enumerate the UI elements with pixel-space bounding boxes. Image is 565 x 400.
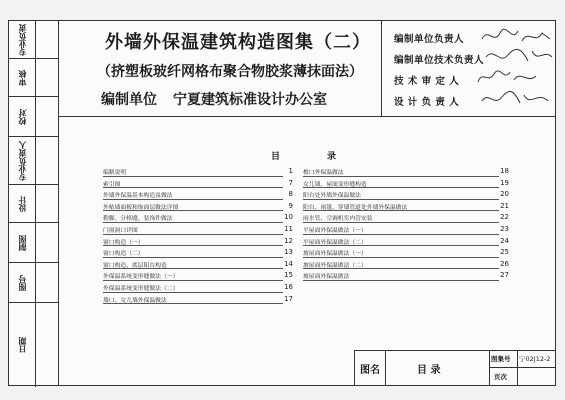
title-block [354, 350, 555, 385]
toc-entry[interactable] [303, 179, 509, 191]
handwritten-signature [478, 25, 558, 47]
responsibility-line: 编制单位技术负责人 [394, 55, 485, 66]
handwritten-signature [482, 45, 556, 67]
toc-entry[interactable] [303, 237, 509, 249]
drawing-frame [59, 21, 555, 385]
toc-entry[interactable] [303, 167, 509, 179]
toc-right-column [303, 167, 509, 283]
toc-entry-page: 12 [284, 236, 293, 245]
toc-heading-char: 目 [271, 152, 281, 162]
binding-label: 校对 [18, 108, 27, 125]
toc-entry-page: 19 [500, 178, 509, 187]
toc-entry[interactable] [103, 271, 293, 283]
toc-entry[interactable] [303, 248, 509, 260]
toc-entry-page: 8 [288, 190, 293, 199]
toc-entry[interactable] [303, 271, 509, 283]
toc-entry[interactable] [103, 213, 293, 225]
toc-entry[interactable] [303, 260, 509, 272]
toc-entry[interactable] [103, 202, 293, 214]
responsibility-line: 编制单位负责人 [394, 34, 465, 45]
toc-entry-page: 15 [284, 271, 293, 280]
toc-entry-page: 1 [288, 167, 293, 175]
toc-entry[interactable] [103, 237, 293, 249]
toc-entry[interactable] [103, 260, 293, 272]
handwritten-signature [474, 66, 540, 88]
toc-entry-title: 雨水管、空调机室内管安装 [303, 216, 373, 223]
toc-entry-page: 22 [500, 213, 509, 222]
toc-entry[interactable] [103, 190, 293, 202]
binding-cell [9, 21, 59, 59]
header [59, 21, 555, 117]
binding-label: 图号 [18, 274, 27, 291]
responsibility-line: 设 计 负 责 人 [394, 97, 460, 108]
toc-entry[interactable] [103, 283, 293, 295]
toc-entry-page: 16 [284, 282, 293, 291]
toc-entry-title: 外墙外保温基本构造及做法 [103, 193, 173, 200]
binding-cell [9, 223, 59, 263]
toc-entry-page: 7 [288, 178, 293, 187]
toc-heading [59, 149, 555, 161]
binding-label: 专业负责 [18, 23, 27, 56]
toc-entry-page: 13 [284, 248, 293, 257]
title-block-page-label: 页次 [494, 373, 507, 381]
toc-entry[interactable] [103, 167, 293, 179]
handwritten-signature [478, 87, 552, 111]
toc-entry-title: 平屋面外保温做法（二） [303, 239, 367, 246]
toc-entry-title: 坡屋面外保温做法（一） [303, 251, 367, 258]
toc-entry-page: 24 [500, 236, 509, 245]
toc-entry-title: 坡屋面外保温做法（二） [303, 262, 367, 269]
toc-entry-title: 檐口外保温做法 [303, 170, 344, 176]
toc-entry-title: 窗口构造（一） [103, 239, 144, 246]
binding-cell [9, 185, 59, 223]
binding-cell [9, 303, 59, 387]
toc-entry-page: 23 [500, 224, 509, 233]
toc-entry[interactable] [303, 225, 509, 237]
toc-entry-title: 索引图 [103, 181, 121, 188]
toc-entry-page: 26 [500, 259, 509, 268]
toc-left-column [103, 167, 293, 306]
title-block-name: 目 录 [417, 365, 441, 376]
toc-entry-title: 阳台处外墙外保温做法 [303, 193, 361, 200]
drawing-sheet [8, 20, 556, 386]
toc-entry[interactable] [103, 295, 293, 307]
toc-entry-page: 20 [500, 190, 509, 199]
binding-cell [9, 137, 59, 185]
toc-entry-page: 27 [500, 271, 509, 280]
toc-entry-page: 14 [284, 259, 293, 268]
toc-entry[interactable] [103, 225, 293, 237]
toc-entry-title: 窗口构造、底层阳台构造 [103, 262, 167, 269]
binding-cell [9, 97, 59, 137]
binding-cell [9, 59, 59, 97]
org-label: 编制单位 [101, 92, 157, 108]
toc-entry-title: 女儿墙、屋面变形缝构造 [303, 181, 367, 188]
title-block-number-label: 图集号 [491, 355, 511, 363]
toc-entry-page: 10 [284, 213, 293, 222]
binding-label: 制图 [18, 234, 27, 251]
toc-heading-char: 录 [327, 152, 337, 162]
binding-cell [9, 263, 59, 303]
responsibility-block [381, 21, 555, 116]
toc-entry[interactable] [303, 190, 509, 202]
toc-entry-title: 平屋面外保温做法（一） [303, 227, 367, 234]
atlas-title: 外墙外保温建筑构造图集（二） [105, 32, 371, 53]
toc-entry-title: 阳台、雨篷、穿墙管道处外墙外保温做法 [303, 204, 408, 211]
toc-entry[interactable] [303, 213, 509, 225]
toc-entry-title: 墙口、女儿墙外保温做法 [103, 297, 167, 304]
toc-entry[interactable] [103, 248, 293, 260]
title-block-name-label: 图名 [360, 365, 380, 376]
toc-entry-title: 勒脚、分格缝、装饰件做法 [103, 216, 173, 223]
toc-entry-title: 外保温系统变形缝做法（一） [103, 274, 179, 281]
responsibility-line: 技 术 审 定 人 [394, 76, 460, 87]
toc-entry-title: 门窗洞口详图 [103, 227, 138, 234]
binding-label: 审核 [18, 69, 27, 86]
binding-strip [9, 21, 59, 385]
toc-entry-title: 外保温系统变形缝做法（二） [103, 285, 179, 292]
binding-label: 设计 [18, 195, 27, 212]
toc-entry-page: 11 [284, 224, 293, 233]
title-block-number: 宁02J12-2 [519, 355, 551, 363]
toc-entry[interactable] [303, 202, 509, 214]
toc-entry-page: 21 [500, 201, 509, 210]
atlas-subtitle: （挤塑板玻纤网格布聚合物胶浆薄抹面法） [97, 64, 363, 80]
binding-label: 专业负责人 [18, 140, 27, 181]
toc-entry-page: 17 [284, 294, 293, 303]
toc-entry-title: 窗口构造（二） [103, 251, 144, 258]
toc-entry-title: 编制说明 [103, 170, 127, 176]
org-name: 宁夏建筑标准设计办公室 [173, 92, 327, 108]
toc-entry-page: 9 [288, 201, 293, 210]
toc-entry-title: 外贴墙面板和饰面层做法详图 [103, 204, 179, 211]
binding-label: 日期 [18, 337, 27, 353]
toc-entry-title: 坡屋面外保温做法 [303, 274, 350, 281]
toc-entry-page: 18 [500, 167, 509, 175]
toc-entry-page: 25 [500, 248, 509, 257]
toc-entry[interactable] [103, 179, 293, 191]
